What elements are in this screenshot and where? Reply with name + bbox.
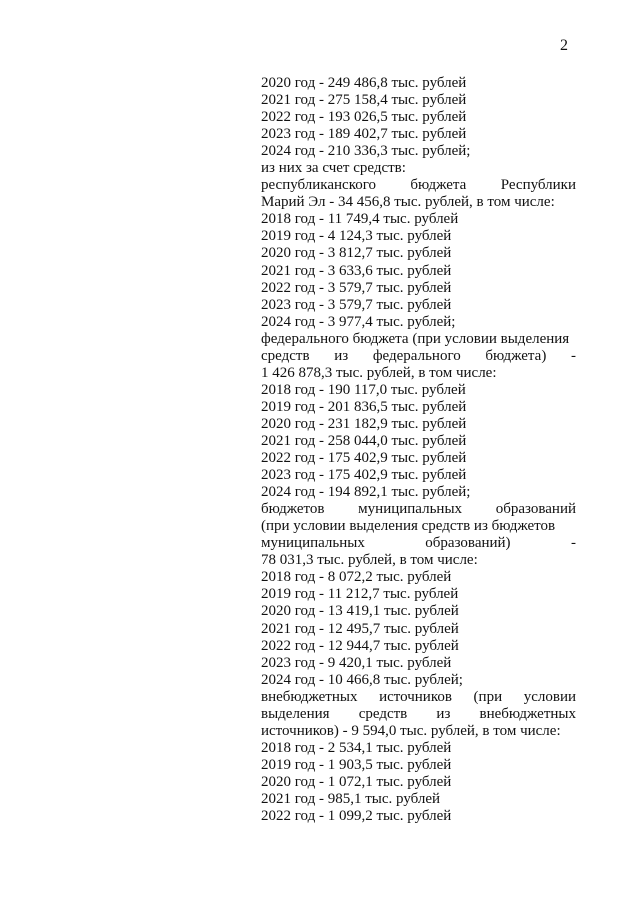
text-line: 2024 год - 10 466,8 тыс. рублей; <box>261 671 463 688</box>
text-line: 2022 год - 3 579,7 тыс. рублей <box>261 279 452 296</box>
text-line: 2020 год - 1 072,1 тыс. рублей <box>261 773 452 790</box>
text-line: федерального бюджета (при условии выделения <box>261 330 570 347</box>
text-line: муниципальных образований) - <box>261 535 576 552</box>
text-line: (при условии выделения средств из бюджетов <box>261 518 556 535</box>
text-line: 2022 год - 193 026,5 тыс. рублей <box>261 109 467 126</box>
text-line: 1 426 878,3 тыс. рублей, в том числе: <box>261 364 497 381</box>
text-line: Марий Эл - 34 456,8 тыс. рублей, в том числе: <box>261 194 555 211</box>
text-line: 2020 год - 3 812,7 тыс. рублей <box>261 245 452 262</box>
text-line: 2019 год - 11 212,7 тыс. рублей <box>261 586 459 603</box>
text-line: средств из федерального бюджета) - <box>261 347 576 364</box>
text-line: 2019 год - 4 124,3 тыс. рублей <box>261 228 452 245</box>
text-line: бюджетов муниципальных образований <box>261 501 576 518</box>
text-line: 2022 год - 1 099,2 тыс. рублей <box>261 808 452 825</box>
text-line: 2019 год - 201 836,5 тыс. рублей <box>261 398 467 415</box>
text-line: 2024 год - 3 977,4 тыс. рублей; <box>261 313 456 330</box>
text-line: 2023 год - 9 420,1 тыс. рублей <box>261 654 452 671</box>
text-line: 2024 год - 194 892,1 тыс. рублей; <box>261 484 471 501</box>
text-line: 2021 год - 275 158,4 тыс. рублей <box>261 92 467 109</box>
text-line: 2018 год - 11 749,4 тыс. рублей <box>261 211 459 228</box>
text-line: 2021 год - 258 044,0 тыс. рублей <box>261 432 467 449</box>
text-line: 2021 год - 3 633,6 тыс. рублей <box>261 262 452 279</box>
text-line: 2020 год - 13 419,1 тыс. рублей <box>261 603 459 620</box>
text-line: 2018 год - 2 534,1 тыс. рублей <box>261 739 452 756</box>
text-line: 2023 год - 3 579,7 тыс. рублей <box>261 296 452 313</box>
text-line: 2023 год - 175 402,9 тыс. рублей <box>261 467 467 484</box>
page-number: 2 <box>560 37 568 54</box>
text-line: 2020 год - 231 182,9 тыс. рублей <box>261 415 467 432</box>
text-line: 2021 год - 12 495,7 тыс. рублей <box>261 620 459 637</box>
text-line: 2023 год - 189 402,7 тыс. рублей <box>261 126 467 143</box>
text-line: 2022 год - 175 402,9 тыс. рублей <box>261 450 467 467</box>
text-line: 2021 год - 985,1 тыс. рублей <box>261 790 441 807</box>
document-text-block <box>261 75 576 825</box>
text-line: 2022 год - 12 944,7 тыс. рублей <box>261 637 459 654</box>
text-line: 78 031,3 тыс. рублей, в том числе: <box>261 552 478 569</box>
text-line: 2024 год - 210 336,3 тыс. рублей; <box>261 143 471 160</box>
text-line: республиканского бюджета Республики <box>261 177 576 194</box>
text-line: выделения средств из внебюджетных <box>261 705 576 722</box>
text-line: 2018 год - 8 072,2 тыс. рублей <box>261 569 452 586</box>
text-line: 2020 год - 249 486,8 тыс. рублей <box>261 75 467 91</box>
text-line: внебюджетных источников (при условии <box>261 688 576 705</box>
text-line: из них за счет средств: <box>261 160 406 177</box>
text-line: 2018 год - 190 117,0 тыс. рублей <box>261 381 466 398</box>
text-line: 2019 год - 1 903,5 тыс. рублей <box>261 756 452 773</box>
text-line: источников) - 9 594,0 тыс. рублей, в том числе: <box>261 722 561 739</box>
